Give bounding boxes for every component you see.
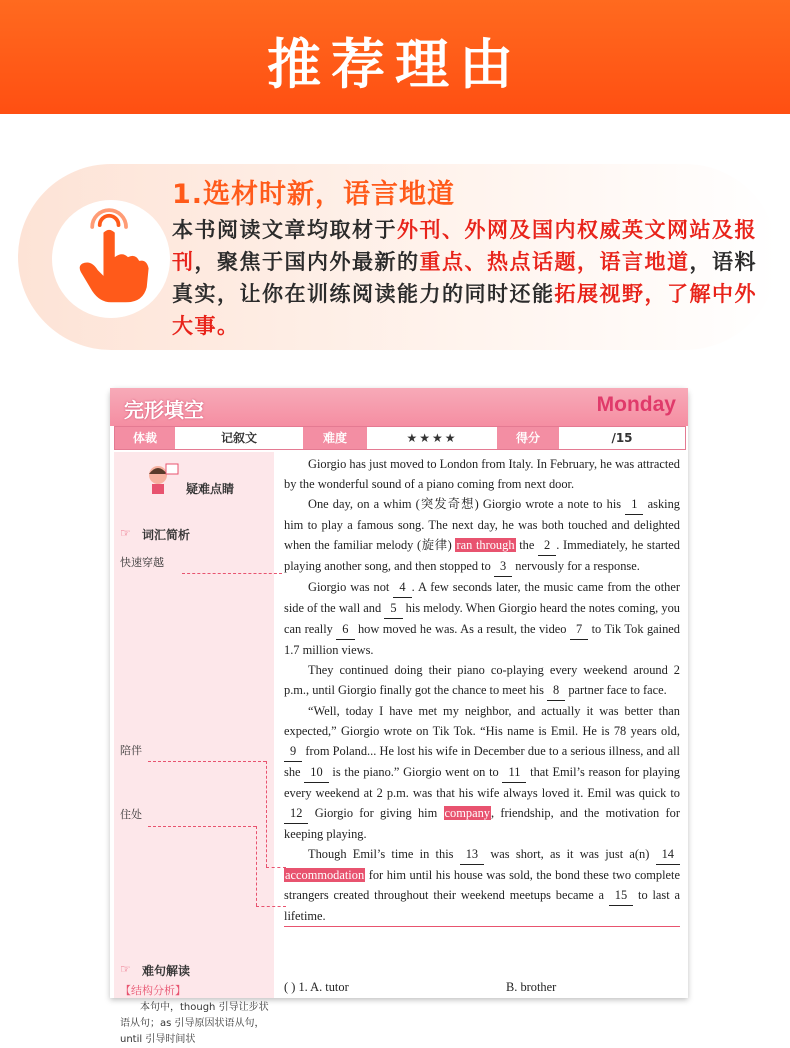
question-1-option-a[interactable]: ( ) 1. A. tutor <box>284 980 349 994</box>
link-line-1 <box>182 573 282 574</box>
book-sample-page <box>110 388 688 1045</box>
structure-text: 本句中，though 引导让步状语从句；as 引导原因状语从句，until 引导时间状 <box>120 1002 269 1045</box>
link-line-2b <box>266 867 286 868</box>
blank-4[interactable]: 4 <box>393 577 411 598</box>
blank-14[interactable]: 14 <box>656 844 680 865</box>
question-1-option-b[interactable]: B. brother <box>506 980 557 994</box>
hand-icon-1: ☞ <box>120 526 131 540</box>
blank-12[interactable]: 12 <box>284 803 308 824</box>
difficulty-label: 难度 <box>303 427 367 449</box>
girl-mascot-icon <box>144 462 180 496</box>
section-title: 完形填空 <box>124 398 204 422</box>
vocab-item-1: 快速穿越 <box>120 556 164 569</box>
reason-segment: ，语料真实，让你在训练阅读能力的同时还能 <box>172 250 757 306</box>
paragraph-2: One day, on a whim (突发奇想) Giorgio wrote a note to his 1 asking him to play a famous song. The next day, he was both touched and delighted when the familiar melody (旋律) ran through the 2 . Immediately, he started playing another song, and then stopped to 3 nervously for a response. <box>284 494 680 577</box>
difficulty-value: ★★★★ <box>367 427 497 449</box>
blank-6[interactable]: 6 <box>336 619 354 640</box>
vocab-title: 词汇简析 <box>142 528 191 542</box>
score-value: /15 <box>559 427 685 449</box>
link-line-3 <box>148 826 256 827</box>
blank-7[interactable]: 7 <box>570 619 588 640</box>
score-label: 得分 <box>497 427 559 449</box>
paragraph-6: Though Emil’s time in this 13 was short, as it was just a(n) 14 accommodation for him until his house was sold, the bond these two complete strangers created throughout their weekend meetups became a 15 to last a lifetime. <box>284 844 680 927</box>
book-header <box>110 388 688 426</box>
blank-1[interactable]: 1 <box>625 494 643 515</box>
blank-2[interactable]: 2 <box>538 535 556 556</box>
link-line-2v <box>266 761 267 867</box>
reason-segment: 拓展视野，了解中外大事。 <box>172 282 757 338</box>
blank-8[interactable]: 8 <box>547 680 565 701</box>
day-label: Monday <box>596 393 676 416</box>
highlight-accommodation: accommodation <box>285 868 365 882</box>
link-line-3b <box>256 906 286 907</box>
banner-title: 推荐理由 <box>267 33 523 96</box>
genre-value: 记叙文 <box>175 427 303 449</box>
paragraph-3: Giorgio was not 4 . A few seconds later, the music came from the other side of the wall and 5 his melody. When Giorgio heard the notes coming, you can really 6 how moved he was. As a result, the video 7 to Tik Tok gained 1.7 million views. <box>284 577 680 660</box>
blank-9[interactable]: 9 <box>284 741 302 762</box>
genre-label: 体裁 <box>115 427 175 449</box>
sentence-title: 难句解读 <box>142 964 191 978</box>
paragraph-1: Giorgio has just moved to London from Italy. In February, he was attracted by the wonderful sound of a piano coming from next door. <box>284 457 680 491</box>
reason-body <box>172 214 762 342</box>
blank-11[interactable]: 11 <box>502 762 526 783</box>
link-line-2 <box>148 761 266 762</box>
highlight-ran-through: ran through <box>456 538 515 552</box>
blank-5[interactable]: 5 <box>384 598 402 619</box>
link-line-3v <box>256 826 257 906</box>
reason-segment: ，聚焦于国内外最新的 <box>194 250 420 274</box>
top-banner <box>0 0 790 114</box>
tips-title: 疑难点睛 <box>186 482 235 496</box>
vocab-item-3: 住处 <box>120 808 142 821</box>
paragraph-4: They continued doing their piano co-playing every weekend around 2 p.m., until Giorgio finally got the chance to meet his 8 partner face to face. <box>284 660 680 701</box>
reason-segment: 本书阅读文章均取材于 <box>172 218 397 242</box>
structure-label: 【结构分析】 <box>120 984 186 997</box>
blank-3[interactable]: 3 <box>494 556 512 577</box>
info-row <box>114 426 686 450</box>
sidebar <box>114 452 274 1045</box>
reason-segment: 外刊、外网及国内权威英文网站及报刊 <box>172 218 757 274</box>
vocab-item-2: 陪伴 <box>120 744 142 757</box>
passage <box>284 454 680 927</box>
question-1 <box>284 980 680 995</box>
blank-13[interactable]: 13 <box>460 844 484 865</box>
blank-15[interactable]: 15 <box>609 885 633 906</box>
blank-10[interactable]: 10 <box>304 762 328 783</box>
highlight-company: company <box>444 806 490 820</box>
hand-pointer-icon <box>64 212 158 306</box>
reason-heading: 1.选材时新，语言地道 <box>172 179 456 210</box>
reason-segment: 重点、热点话题，语言地道 <box>419 250 690 274</box>
hand-icon-2: ☞ <box>120 962 131 976</box>
paragraph-5: “Well, today I have met my neighbor, and actually it was better than expected,” Giorgio wrote on Tik Tok. “His name is Emil. He is 78 years old, 9 from Poland... He lost his wife in December due to a serious illness, and all she 10 is the piano.” Giorgio went on to 11 that Emil’s reason for playing every weekend at 2 p.m. was that his wife always loved it. Emil was quick to 12 Giorgio for giving him company, friendship, and the motivation for keeping playing. <box>284 704 680 841</box>
